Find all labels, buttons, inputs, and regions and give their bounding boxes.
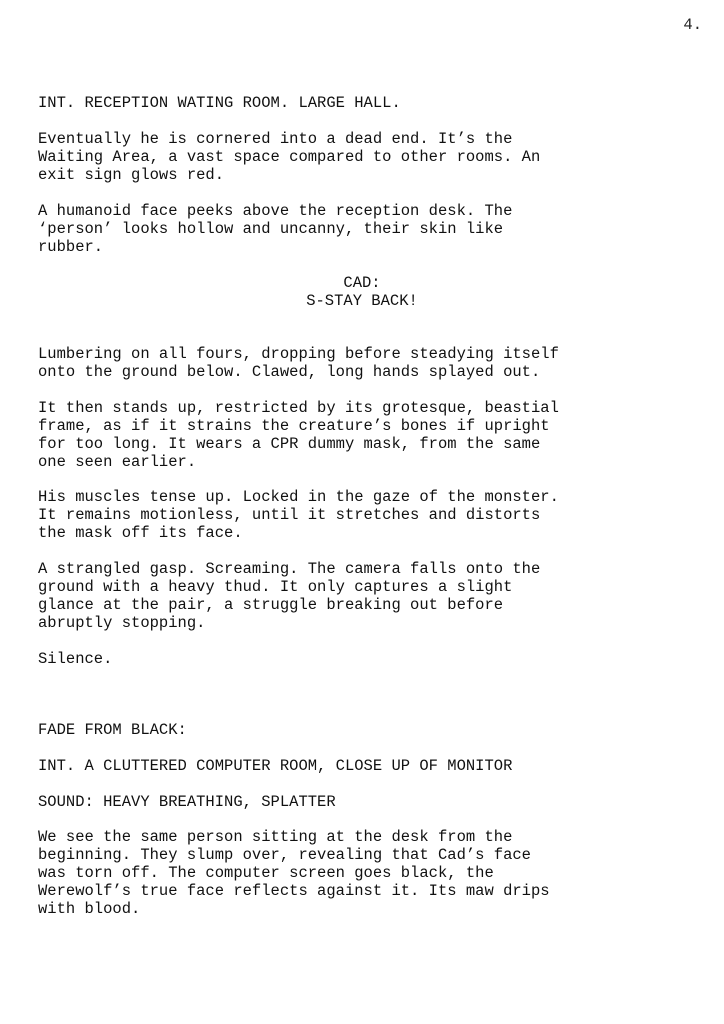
character-name: CAD:: [343, 274, 381, 292]
scene-heading: INT. A CLUTTERED COMPUTER ROOM, CLOSE UP OF MONITOR: [38, 757, 513, 775]
action-paragraph: Lumbering on all fours, dropping before steadying itself onto the ground below. Clawed, long hands splayed out.: [38, 345, 559, 381]
transition: FADE FROM BLACK:: [38, 721, 187, 739]
action-paragraph: A humanoid face peeks above the reception desk. The ‘person’ looks hollow and uncanny, their skin like rubber.: [38, 202, 513, 256]
sound-cue: SOUND: HEAVY BREATHING, SPLATTER: [38, 793, 336, 811]
page-number: 4.: [683, 16, 702, 34]
action-paragraph: It then stands up, restricted by its grotesque, beastial frame, as if it strains the creature’s bones if upright for too long. It wears a CPR dummy mask, from the same one seen earlier.: [38, 399, 559, 471]
action-paragraph: Silence.: [38, 650, 113, 668]
dialogue-line: S-STAY BACK!: [306, 292, 418, 310]
action-paragraph: We see the same person sitting at the desk from the beginning. They slump over, revealing that Cad’s face was torn off. The computer screen goes black, the Werewolf’s true face reflects against it. Its maw drips with blood.: [38, 828, 550, 918]
action-paragraph: A strangled gasp. Screaming. The camera falls onto the ground with a heavy thud. It only captures a slight glance at the pair, a struggle breaking out before abruptly stopping.: [38, 560, 541, 632]
scene-heading: INT. RECEPTION WATING ROOM. LARGE HALL.: [38, 94, 401, 112]
action-paragraph: His muscles tense up. Locked in the gaze of the monster. It remains motionless, until it stretches and distorts the mask off its face.: [38, 488, 559, 542]
action-paragraph: Eventually he is cornered into a dead end. It’s the Waiting Area, a vast space compared to other rooms. An exit sign glows red.: [38, 130, 541, 184]
